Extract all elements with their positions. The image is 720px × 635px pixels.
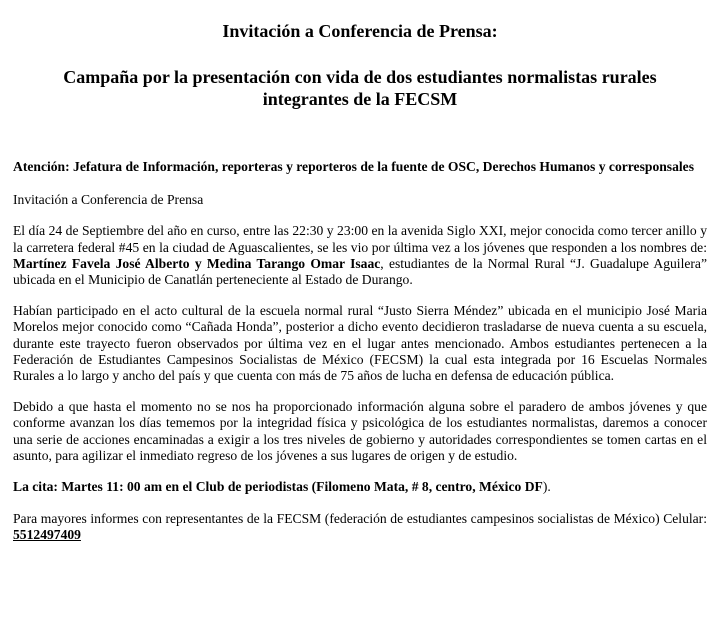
invitation-label: Invitación a Conferencia de Prensa [13,192,204,208]
appointment-tail: ). [542,479,551,495]
campaign-subtitle [13,66,707,110]
student-names: Martínez Favela José Alberto y Medina Tarango Omar Isaac [13,255,381,271]
contact-text: Para mayores informes con representantes de la FECSM (federación de estudiantes campesinos socialistas de México) Celular: [13,511,707,527]
paragraph-actions: Debido a que hasta el momento no se nos ha proporcionado información alguna sobre el paradero de ambos jóvenes y que conforme avanzan los días tememos por la integridad física y psicológica de los estudiantes normalistas, daremos a conocer una serie de acciones encaminadas a exigir a los tres niveles de gobierno y autoridades correspondientes se tomen cartas en el asunto, para agilizar el inmediato regreso de los jóvenes a sus lugares de origen y de estudio. [13,399,707,463]
paragraph-1-text-after: , estudiantes de la Normal Rural “J. Guadalupe Aguilera” ubicada en el Municipio de Canatlán perteneciente al Estado de Durango. [13,255,707,288]
paragraph-1-text-before: El día 24 de Septiembre del año en curso, entre las 22:30 y 23:00 en la avenida Siglo XXI, mejor conocida como tercer anillo y la carretera federal #45 en la ciudad de Aguascalientes, se les vio por última vez a los jóvenes que responden a los nombres de: [13,223,707,255]
phone-number: 5512497409 [13,527,81,543]
appointment-line [13,479,707,495]
attention-line [13,159,707,175]
contact-line [13,511,707,543]
subtitle-line-1: Campaña por la presentación con vida de dos estudiantes normalistas rurales [63,67,657,87]
paragraph-background: Habían participado en el acto cultural de la escuela normal rural “Justo Sierra Méndez” ubicada en el municipio José Maria Morelos mejor conocido como “Cañada Honda”, posterior a dicho evento decidieron trasladarse de nueva cuenta a su escuela, durante este trayecto fueron observados por última vez en el lugar antes mencionado. Ambos estudiantes pertenecen a la Federación de Estudiantes Campesinos Socialistas de México (FECSM) la cual esta integrada por 16 Escuelas Normales Rurales a lo largo y ancho del país y que cuenta con más de 75 años de lucha en defensa de educación pública. [13,303,707,384]
appointment-details: La cita: Martes 11: 00 am en el Club de periodistas (Filomeno Mata, # 8, centro, México DF [13,479,543,495]
attention-text: Atención: Jefatura de Información, reporteras y reporteros de la fuente de OSC, Derechos Humanos y corresponsales [13,159,694,174]
page-title: Invitación a Conferencia de Prensa: [222,21,498,41]
paragraph-disappearance [13,223,707,288]
subtitle-line-2: integrantes de la FECSM [262,89,458,109]
